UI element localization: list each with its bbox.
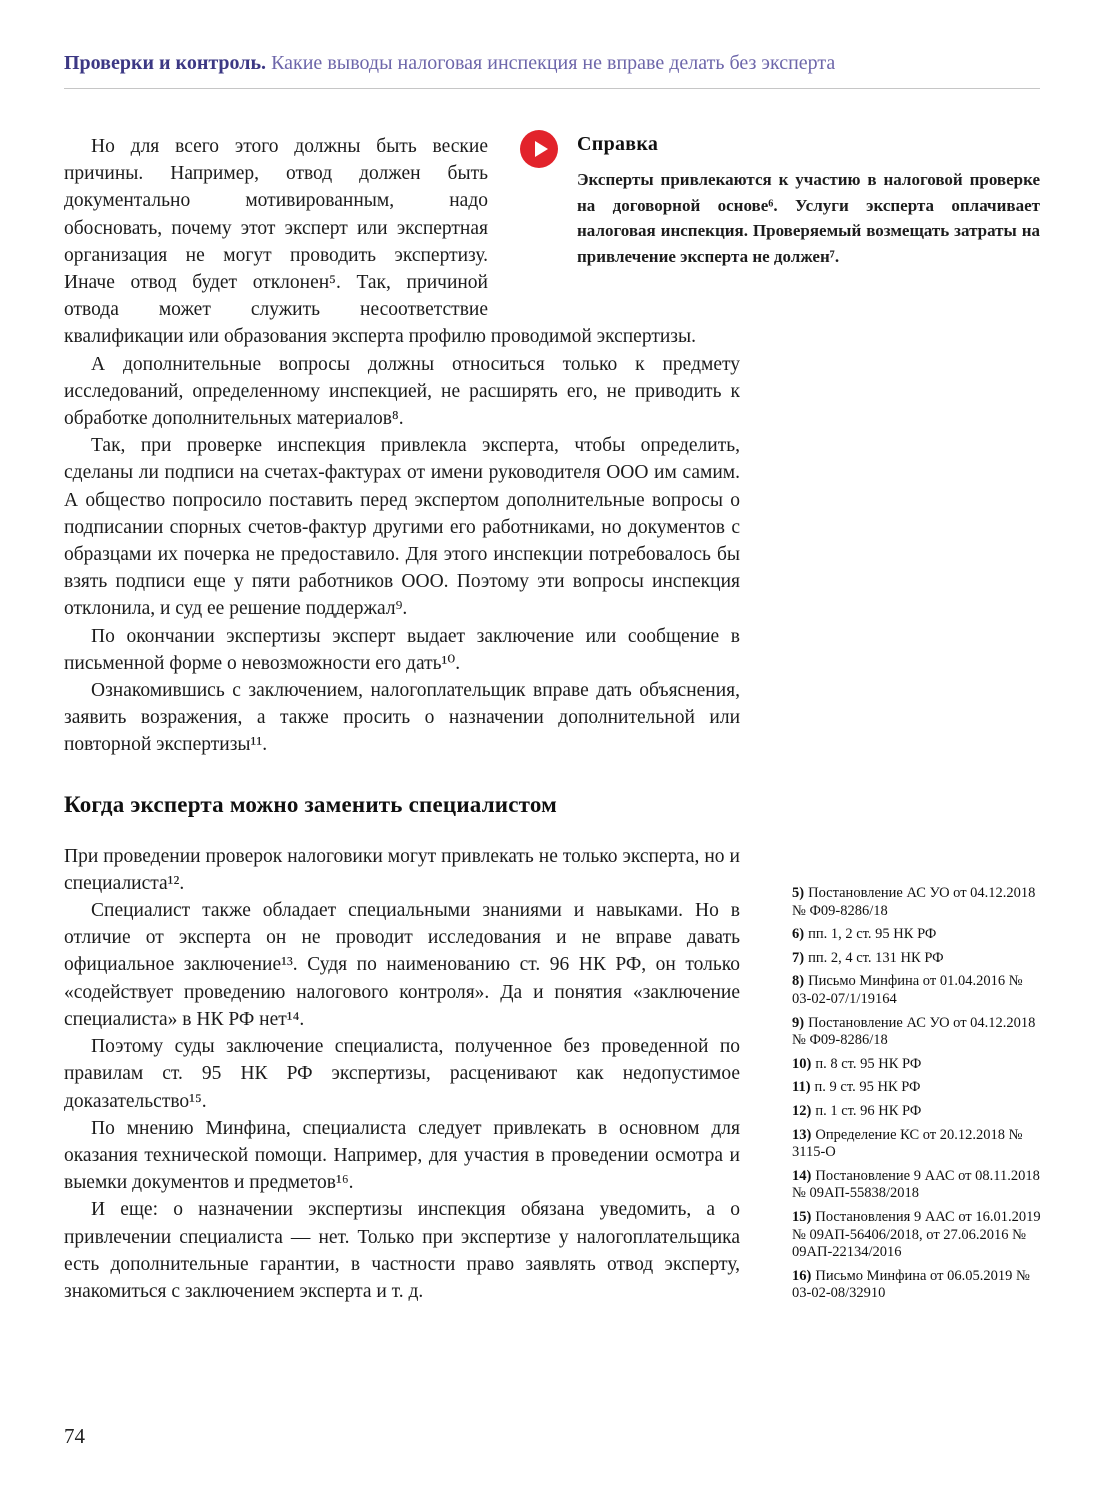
footnote-item xyxy=(792,1127,1042,1162)
footnote-number: 5) xyxy=(792,885,805,901)
body-paragraph: При проведении проверок налоговики могут привлекать не только эксперта, но и специалиста¹². xyxy=(64,845,740,894)
footnote-text: Определение КС от 20.12.2018 № 3115-О xyxy=(792,1126,1023,1161)
footnote-text: Письмо Минфина от 01.04.2016 № 03-02-07/1/19164 xyxy=(792,973,1023,1007)
footnote-item xyxy=(792,885,1042,920)
play-icon xyxy=(520,130,558,168)
footnote-item xyxy=(792,950,1042,968)
footnote-item xyxy=(792,1268,1042,1303)
footnote-number: 14) xyxy=(792,1167,812,1184)
body-paragraph: И еще: о назначении экспертизы инспекция обязана уведомить, а о привлечении специалиста — нет. Только при экспертизе у налогоплательщика есть дополнительные гарантии, в частности право заявлять отвод эксперту, знакомиться с заключением эксперта и т. д. xyxy=(64,1199,740,1302)
body-paragraph: А дополнительные вопросы должны относиться только к предмету исследований, определенному инспекцией, не расширять его, не приводить к обработке дополнительных материалов⁸. xyxy=(64,353,740,430)
body-paragraph: Специалист также обладает специальными знаниями и навыками. Но в отличие от эксперта он не проводит исследования и не вправе давать официальное заключение¹³. Судя по наименованию ст. 96 НК РФ, он только «содействует проведению налогового контроля». Да и понятия «заключение специалиста» в НК РФ нет¹⁴. xyxy=(64,900,740,1030)
footnote-number: 7) xyxy=(792,949,805,966)
footnote-text: п. 9 ст. 95 НК РФ xyxy=(814,1079,921,1096)
page-content xyxy=(64,133,1040,1305)
play-triangle xyxy=(535,141,548,157)
footnote-item xyxy=(792,973,1042,1008)
footnote-number: 10) xyxy=(792,1055,812,1072)
footnote-number: 12) xyxy=(792,1102,812,1119)
footnote-number: 8) xyxy=(792,973,805,990)
header-rubric: Проверки и контроль. xyxy=(64,52,267,74)
footnote-number: 13) xyxy=(792,1126,812,1143)
footnote-item xyxy=(792,1015,1042,1050)
footnote-number: 11) xyxy=(792,1079,811,1096)
header-divider xyxy=(64,88,1040,89)
body-paragraph: Так, при проверке инспекция привлекла эксперта, чтобы определить, сделаны ли подписи на счетах-фактурах от имени руководителя ООО им самим. А общество попросило поставить перед экспертом дополнительные вопросы о подписании спорных счетов-фактур другими его работниками, но документов с образцами их почерка не предоставило. Для этого инспекции потребовалось бы взять подписи еще у пяти работников ООО. Поэтому эти вопросы инспекция отклонила, и суд ее решение поддержал⁹. xyxy=(64,435,740,620)
body-paragraph: По мнению Минфина, специалиста следует привлекать в основном для оказания технической помощи. Например, для участия в проведении осмотра и выемки документов и предметов¹⁶. xyxy=(64,1117,740,1194)
footnote-number: 6) xyxy=(792,926,805,943)
article-body xyxy=(64,133,740,1305)
footnote-item xyxy=(792,1209,1042,1262)
footnote-text: пп. 2, 4 ст. 131 НК РФ xyxy=(808,949,944,966)
spravka-body: Эксперты привлекаются к участию в налоговой проверке на договорной основе⁶. Услуги эксперта оплачивает налоговая инспекция. Проверяемый возмещать затраты на привлечение эксперта не должен⁷. xyxy=(577,170,1040,266)
body-paragraph: Поэтому суды заключение специалиста, полученное без проведенной по правилам ст. 95 НК РФ экспертизы, расценивают как недопустимое доказательство¹⁵. xyxy=(64,1036,740,1112)
footnote-text: п. 8 ст. 95 НК РФ xyxy=(815,1055,922,1072)
footnote-text: пп. 1, 2 ст. 95 НК РФ xyxy=(808,926,937,943)
footnote-item xyxy=(792,1079,1042,1097)
footnote-text: Постановления 9 ААС от 16.01.2019 № 09АП-56406/2018, от 27.06.2016 № 09АП-22134/2016 xyxy=(792,1208,1041,1261)
footnotes-sidebar xyxy=(792,885,1042,1309)
footnote-item xyxy=(792,926,1042,944)
page-number: 74 xyxy=(64,1424,85,1448)
header-title: Какие выводы налоговая инспекция не вправе делать без эксперта xyxy=(271,52,836,74)
footnote-text: Постановление АС УО от 04.12.2018 № Ф09-8286/18 xyxy=(792,885,1036,919)
spravka-title: Справка xyxy=(577,133,659,155)
section-heading: Когда эксперта можно заменить специалистом xyxy=(64,791,557,817)
footnote-text: Письмо Минфина от 06.05.2019 № 03-02-08/32910 xyxy=(792,1267,1030,1302)
footnote-text: Постановление 9 ААС от 08.11.2018 № 09АП-55838/2018 xyxy=(792,1167,1040,1202)
spravka-box xyxy=(520,128,1040,269)
footnote-number: 9) xyxy=(792,1014,805,1031)
page-header xyxy=(64,52,1040,75)
footnote-item xyxy=(792,1168,1042,1203)
body-paragraph: Но для всего этого должны быть веские причины. Например, отвод должен быть документально мотивированным, надо обосновать, почему этот эксперт или экспертная организация не могут проводить экспертизу. Иначе отвод будет отклонен⁵. Так, причиной отвода может служить несоответствие квалификации или образования эксперта профилю проводимой экспертизы. xyxy=(64,136,696,348)
footnote-item xyxy=(792,1056,1042,1074)
footnote-text: Постановление АС УО от 04.12.2018 № Ф09-8286/18 xyxy=(792,1014,1036,1049)
footnote-number: 15) xyxy=(792,1208,812,1225)
body-paragraph: Ознакомившись с заключением, налогоплательщик вправе дать объяснения, заявить возражения, а также просить о назначении дополнительной или повторной экспертизы¹¹. xyxy=(64,680,740,756)
spravka-text xyxy=(577,128,1040,269)
footnote-number: 16) xyxy=(792,1267,812,1284)
footnote-text: п. 1 ст. 96 НК РФ xyxy=(815,1102,922,1119)
body-paragraph: По окончании экспертизы эксперт выдает заключение или сообщение в письменной форме о невозможности его дать¹⁰. xyxy=(64,625,740,674)
footnote-item xyxy=(792,1103,1042,1121)
